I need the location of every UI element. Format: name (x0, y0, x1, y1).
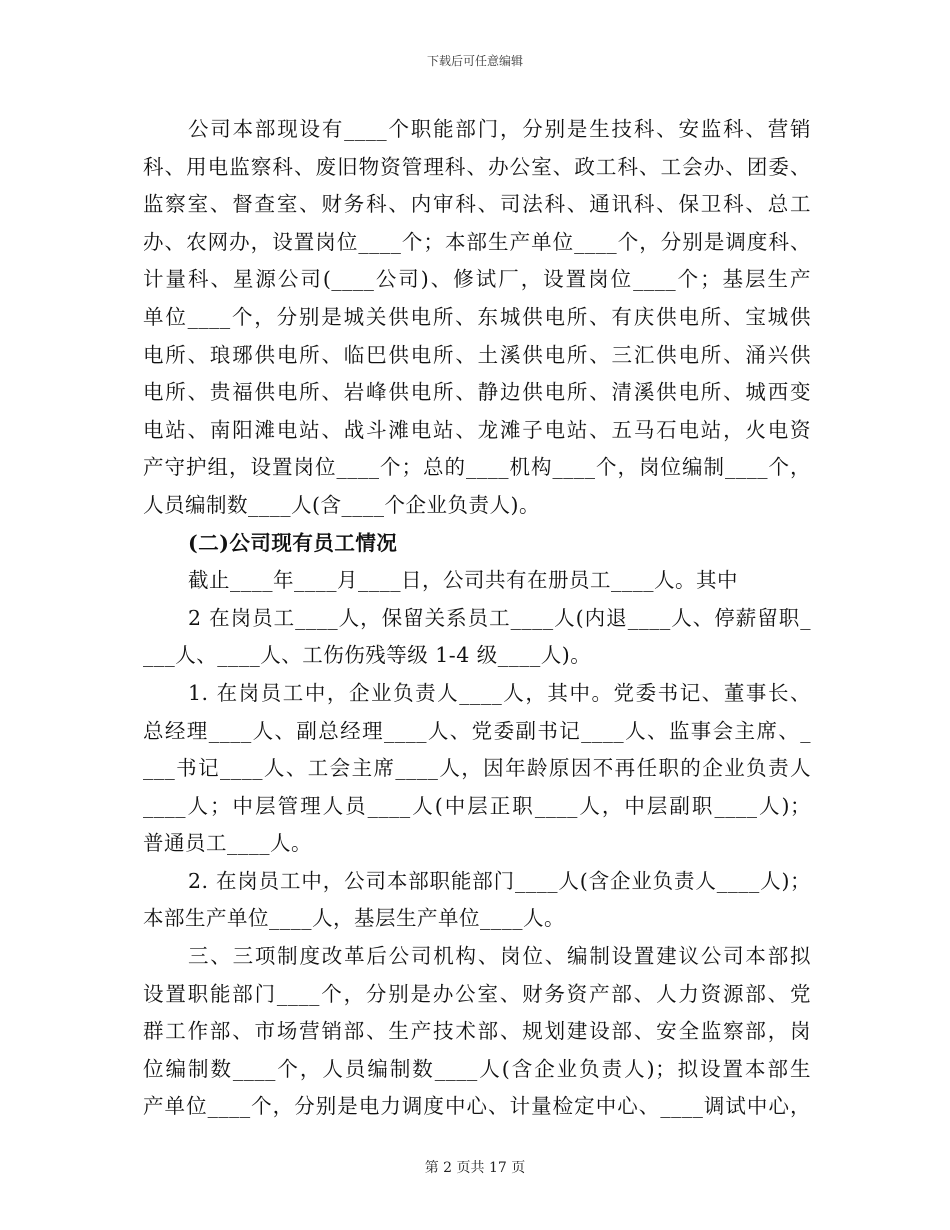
paragraph-section-3 (143, 938, 811, 1126)
paragraph-item-1 (143, 675, 811, 863)
page-header: 下载后可任意编辑 (426, 54, 523, 68)
text-line: 2 在岗员工____人，保留关系员工____人(内退____人、停薪留职_ (188, 605, 811, 630)
text-line: 产守护组，设置岗位____个；总的____机构____个，岗位编制____个， (143, 455, 811, 480)
text-line: 普通员工____人。 (143, 831, 312, 856)
page-footer: 第 2 页共 17 页 (424, 1160, 526, 1176)
text-line: 监察室、督查室、财务科、内审科、司法科、通讯科、保卫科、总工 (143, 192, 811, 217)
text-line: 办、农网办，设置岗位____个；本部生产单位____个，分别是调度科、 (143, 229, 811, 254)
paragraph-as-of: 截止____年____月____日，公司共有在册员工____人。其中 (188, 568, 738, 593)
text-line: 计量科、星源公司(____公司)、修试厂，设置岗位____个；基层生产 (143, 267, 811, 292)
text-line: 电站、南阳滩电站、战斗滩电站、龙滩子电站、五马石电站，火电资 (143, 417, 811, 442)
section-heading: (二)公司现有员工情况 (188, 530, 398, 555)
text-line: 本部生产单位____人，基层生产单位____人。 (143, 906, 565, 931)
text-line: 1. 在岗员工中，企业负责人____人，其中。党委书记、董事长、 (188, 680, 811, 705)
text-line: 科、用电监察科、废旧物资管理科、办公室、政工科、工会办、团委、 (143, 154, 811, 179)
text-line: 单位____个，分别是城关供电所、东城供电所、有庆供电所、宝城供 (143, 304, 811, 329)
text-line: 电所、贵福供电所、岩峰供电所、静边供电所、清溪供电所、城西变 (143, 380, 811, 405)
paragraph-departments (143, 111, 811, 525)
text-line: 位编制数____个，人员编制数____人(含企业负责人)；拟设置本部生 (143, 1056, 811, 1081)
text-line: 2. 在岗员工中，公司本部职能部门____人(含企业负责人____人)； (188, 868, 811, 893)
text-line: ___人、____人、工伤伤残等级 1-4 级____人)。 (143, 643, 592, 668)
document-body (143, 111, 811, 1126)
text-line: 三、三项制度改革后公司机构、岗位、编制设置建议公司本部拟 (188, 944, 811, 969)
paragraph-staff (143, 600, 811, 675)
text-line: 电所、琅琊供电所、临巴供电所、土溪供电所、三汇供电所、涌兴供 (143, 342, 811, 367)
text-line: 产单位____个，分别是电力调度中心、计量检定中心、____调试中心， (143, 1094, 811, 1119)
text-line: ____人；中层管理人员____人(中层正职____人，中层副职____人)； (143, 793, 811, 818)
text-line: ___书记____人、工会主席____人，因年龄原因不再任职的企业负责人 (143, 756, 811, 781)
text-line: 群工作部、市场营销部、生产技术部、规划建设部、安全监察部，岗 (143, 1019, 811, 1044)
text-line: 设置职能部门____个，分别是办公室、财务资产部、人力资源部、党 (143, 981, 811, 1006)
text-line: 公司本部现设有____个职能部门，分别是生技科、安监科、营销 (188, 117, 811, 141)
paragraph-item-2 (143, 863, 811, 938)
text-line: 人员编制数____人(含____个企业负责人)。 (143, 492, 540, 517)
text-line: 总经理____人、副总经理____人、党委副书记____人、监事会主席、_ (143, 718, 811, 743)
